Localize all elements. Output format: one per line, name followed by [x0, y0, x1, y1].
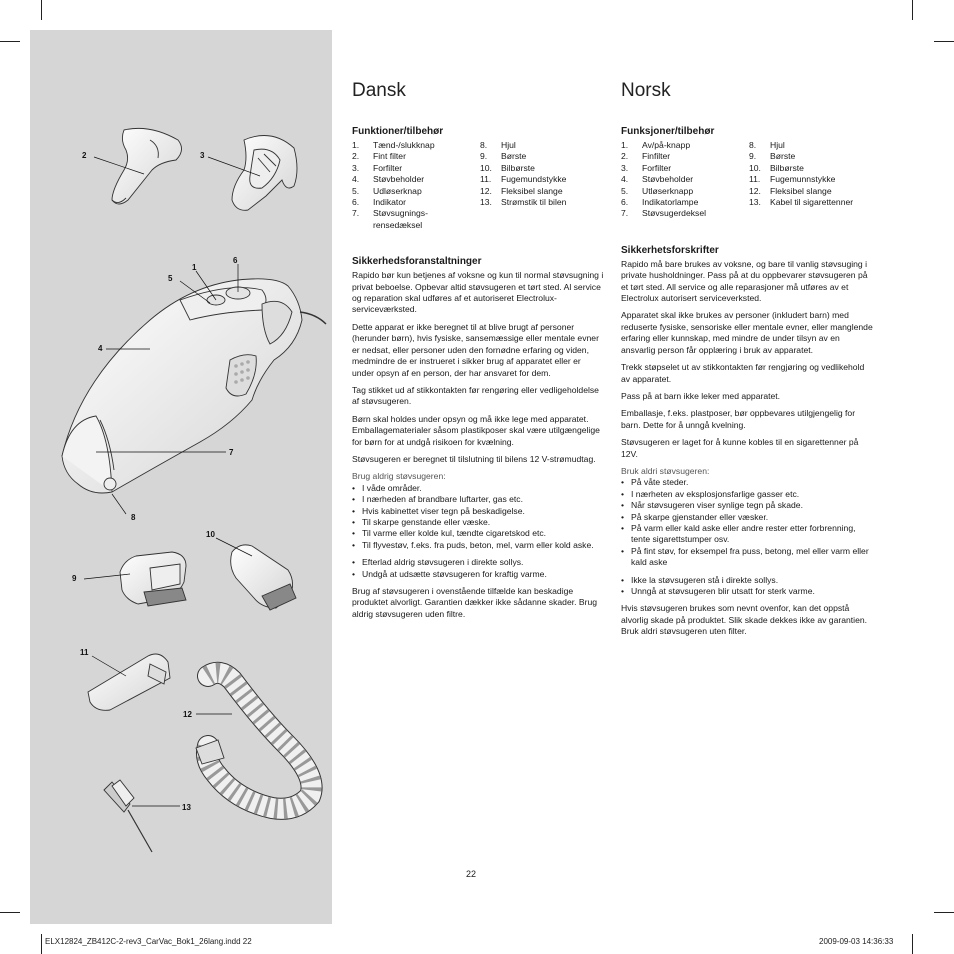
parts-item-label: Indikator — [373, 197, 406, 208]
fine-filter-drawing — [112, 128, 182, 204]
parts-item-label: Bilbørste — [501, 162, 535, 173]
parts-item-label: Udløserknap — [373, 185, 422, 196]
bullet-item: • I nærheden af brandbare luftarter, gas etc. — [352, 494, 604, 505]
parts-item-number: 6. — [621, 197, 629, 208]
callout-label: 12 — [183, 710, 192, 719]
parts-item-label: Hjul — [770, 140, 785, 150]
norsk-safety-text — [621, 259, 873, 460]
safety-paragraph: Støvsugeren er beregnet til tilslutning til bilens 12 V-strømudtag. — [352, 453, 596, 464]
parts-item-label: Hjul — [501, 140, 516, 150]
parts-item-number: 5. — [621, 185, 629, 196]
parts-list-item — [621, 151, 749, 162]
parts-item-number: 12. — [480, 185, 492, 196]
callout-label: 8 — [131, 513, 136, 522]
dansk-parts-col2 — [480, 140, 566, 231]
parts-item-label: Strømstik til bilen — [501, 197, 567, 208]
dansk-never-heading: Brug aldrig støvsugeren: — [352, 471, 446, 482]
parts-item-number: 13. — [749, 197, 761, 208]
crevice-nozzle-drawing — [88, 654, 170, 710]
parts-item-number: 4. — [621, 174, 629, 185]
parts-item-number: 9. — [749, 151, 757, 162]
parts-item-label: Indikatorlampe — [642, 197, 699, 208]
safety-paragraph: Dette apparat er ikke beregnet til at blive brugt af personer (herunder børn), hvis fysiske, sansemæssige eller mentale evner er nedsat, eller personer uden den fornødne erfaring og viden, medmindre de er instrueret i sikker brug af apparatet eller er under opsyn af en person, der har ansvaret for dem. — [352, 321, 599, 378]
parts-item-number: 9. — [480, 151, 488, 162]
parts-item-number: 4. — [352, 174, 360, 185]
car-plug-drawing — [104, 780, 152, 852]
norsk-functions-heading: Funksjoner/tilbehør — [621, 126, 715, 137]
footer-file-info: ELX12824_ZB412C-2-rev3_CarVac_Bok1_26lang.indd 22 — [45, 937, 252, 946]
callout-label: 10 — [206, 530, 215, 539]
parts-list-item — [480, 140, 566, 151]
parts-item-number: 7. — [621, 208, 629, 219]
bullet-item: • Efterlad aldrig støvsugeren i direkte sollys. — [352, 557, 604, 568]
dansk-title: Dansk — [352, 80, 406, 101]
parts-item-label: Fugemundstykke — [501, 174, 567, 185]
parts-list-item — [621, 163, 749, 174]
parts-item-number: 1. — [621, 140, 629, 150]
parts-item-label: Støvbeholder — [642, 174, 694, 185]
parts-list-item — [749, 197, 853, 208]
parts-list-item — [621, 208, 749, 219]
bullet-item: • Til varme eller kolde kul, tændte cigaretskod etc. — [352, 528, 604, 539]
parts-list-item — [749, 151, 853, 162]
footer-timestamp: 2009-09-03 14:36:33 — [819, 937, 894, 946]
brush-drawing — [120, 552, 186, 606]
parts-item-label: Børste — [770, 151, 796, 162]
parts-item-label: Fint filter — [373, 151, 406, 162]
parts-item-number: 1. — [352, 140, 360, 150]
parts-item-label: Forfilter — [642, 162, 672, 173]
parts-item-number: 8. — [749, 140, 757, 150]
parts-item-label: Forfilter — [373, 162, 403, 173]
parts-item-number: 6. — [352, 197, 360, 208]
parts-list-item — [621, 140, 749, 151]
parts-item-number: 10. — [480, 162, 492, 173]
norsk-column — [621, 80, 873, 644]
parts-list-item — [621, 186, 749, 197]
parts-list-item — [352, 174, 480, 185]
safety-paragraph: Pass på at barn ikke leker med apparatet. — [621, 390, 781, 401]
dansk-safety-text — [352, 270, 604, 465]
parts-list-item — [480, 197, 566, 208]
callout-label: 11 — [80, 648, 89, 657]
norsk-safety-heading: Sikkerhetsforskrifter — [621, 244, 719, 256]
parts-item-number: 2. — [621, 151, 629, 162]
parts-list-item — [749, 163, 853, 174]
callout-label: 5 — [168, 274, 173, 283]
dansk-parts-col1 — [352, 140, 480, 231]
dansk-closing: Brug af støvsugeren i ovenstående tilfælde kan beskadige produktet alvorligt. Garantien dækker ikke sådanne skader. Brug aldrig støvsugeren uden filtre. — [352, 586, 598, 619]
parts-item-label: Bilbørste — [770, 162, 804, 173]
dansk-extra-list — [352, 557, 604, 580]
norsk-parts-col1 — [621, 140, 749, 220]
hand-vacuum-drawing — [62, 279, 326, 493]
parts-item-label: Finfilter — [642, 151, 671, 162]
bullet-item: • Undgå at udsætte støvsugeren for kraftig varme. — [352, 569, 604, 580]
parts-item-label: Kabel til sigarettenner — [770, 197, 854, 208]
parts-item-number: 10. — [749, 162, 761, 173]
parts-list-item — [480, 174, 566, 185]
parts-list-item — [749, 174, 853, 185]
safety-paragraph: Emballasje, f.eks. plastposer, bør oppbevares utilgjengelig for barn. Dette for å unngå kvelning. — [621, 408, 856, 430]
norsk-never-heading: Bruk aldri støvsugeren: — [621, 465, 710, 476]
bullet-item: • Til skarpe genstande eller væske. — [352, 517, 604, 528]
bullet-item: • På varm eller kald aske eller andre rester etter forbrenning, tente sigarettstumper osv. — [621, 523, 873, 546]
safety-paragraph: Rapido må bare brukes av voksne, og bare til vanlig støvsuging i private husholdninger. Pass på at du oppbevarer støvsugeren på et tørt sted. All service og alle reparasjoner må utføres av et Electrolux autorisert serviceverksted. — [621, 258, 868, 304]
parts-item-number: 11. — [749, 174, 761, 185]
norsk-extra-list — [621, 575, 873, 598]
norsk-parts-list — [621, 140, 873, 220]
parts-list-item — [352, 197, 480, 208]
parts-item-label: Støvsugnings- rensedæksel — [373, 208, 428, 230]
parts-item-label: Børste — [501, 151, 527, 162]
callout-label: 1 — [192, 263, 197, 272]
parts-list-item — [749, 140, 853, 151]
parts-item-number: 8. — [480, 140, 488, 150]
parts-list-item — [352, 208, 480, 231]
pre-filter-drawing — [232, 136, 297, 211]
bullet-item: • Unngå at støvsugeren blir utsatt for sterk varme. — [621, 586, 873, 597]
bullet-item: • I våde områder. — [352, 483, 604, 494]
safety-paragraph: Børn skal holdes under opsyn og må ikke lege med apparatet. Emballagematerialer såsom plastikposer skal være utilgængelige for børn for at undgå risikoen for kvælning. — [352, 413, 600, 447]
callout-label: 3 — [200, 151, 205, 160]
callout-label: 7 — [229, 448, 234, 457]
bullet-item: • Når støvsugeren viser synlige tegn på skade. — [621, 500, 873, 511]
parts-item-label: Støvbeholder — [373, 174, 425, 185]
parts-list-item — [621, 174, 749, 185]
parts-item-number: 3. — [621, 162, 629, 173]
flexible-hose-drawing — [196, 673, 312, 809]
parts-item-number: 13. — [480, 197, 492, 208]
parts-item-number: 11. — [480, 174, 492, 185]
dansk-functions-heading: Funktioner/tilbehør — [352, 126, 444, 137]
callout-label: 9 — [72, 574, 77, 583]
parts-item-label: Fleksibel slange — [770, 185, 832, 196]
parts-item-label: Av/på-knapp — [642, 140, 691, 150]
callout-label: 6 — [233, 256, 238, 265]
parts-list-item — [480, 151, 566, 162]
safety-paragraph: Rapido bør kun betjenes af voksne og kun til normal støvsugning i privat beboelse. Opbevar altid støvsugeren et tørt sted. Al service og reparation skal udføres af et autoriseret Electrolux-serviceværksted. — [352, 270, 604, 315]
car-brush-drawing — [231, 545, 296, 610]
parts-item-number: 12. — [749, 185, 761, 196]
bullet-item: • Til flyvestøv, f.eks. fra puds, beton, mel, varm eller kold aske. — [352, 540, 604, 551]
parts-list-item — [749, 186, 853, 197]
page-number: 22 — [466, 869, 477, 879]
callout-label: 13 — [182, 803, 191, 812]
parts-item-label: Støvsugerdeksel — [642, 208, 707, 219]
callout-label: 4 — [98, 344, 103, 353]
bullet-item: • Hvis kabinettet viser tegn på beskadigelse. — [352, 506, 604, 517]
safety-paragraph: Tag stikket ud af stikkontakten før rengøring eller vedligeholdelse af støvsugeren. — [352, 384, 599, 407]
parts-list-item — [480, 163, 566, 174]
bullet-item: • På skarpe gjenstander eller væsker. — [621, 512, 873, 523]
dansk-safety-heading: Sikkerhedsforanstaltninger — [352, 256, 482, 268]
norsk-parts-col2 — [749, 140, 853, 220]
dansk-column — [352, 80, 604, 626]
parts-list-item — [480, 186, 566, 197]
callout-label: 2 — [82, 151, 87, 160]
safety-paragraph: Trekk støpselet ut av stikkontakten før rengjøring og vedlikehold av apparatet. — [621, 362, 865, 384]
bullet-item: • I nærheten av eksplosjonsfarlige gasser etc. — [621, 489, 873, 500]
parts-item-number: 2. — [352, 151, 360, 162]
norsk-closing: Hvis støvsugeren brukes som nevnt ovenfor, kan det oppstå alvorlig skade på produktet. Slik skade dekkes ikke av garantien. Bruk aldri støvsugeren uten filter. — [621, 603, 868, 637]
dansk-never-list — [352, 483, 604, 551]
parts-item-label: Utløserknapp — [642, 185, 694, 196]
parts-item-label: Tænd-/slukknap — [373, 140, 435, 150]
bullet-item: • Ikke la støvsugeren stå i direkte sollys. — [621, 575, 873, 586]
parts-item-label: Fleksibel slange — [501, 185, 563, 196]
safety-paragraph: Støvsugeren er laget for å kunne kobles til en sigarettenner på 12V. — [621, 437, 859, 459]
parts-item-number: 5. — [352, 185, 360, 196]
dansk-parts-list — [352, 140, 604, 231]
parts-item-number: 7. — [352, 208, 360, 219]
parts-list-item — [352, 140, 480, 151]
norsk-never-list — [621, 477, 873, 568]
parts-list-item — [352, 186, 480, 197]
parts-item-label: Fugemunnstykke — [770, 174, 836, 185]
bullet-item: • På våte steder. — [621, 477, 873, 488]
parts-list-item — [621, 197, 749, 208]
bullet-item: • På fint støv, for eksempel fra puss, betong, mel eller varm eller kald aske — [621, 546, 873, 569]
parts-list-item — [352, 163, 480, 174]
parts-item-number: 3. — [352, 162, 360, 173]
norsk-title: Norsk — [621, 80, 671, 101]
safety-paragraph: Apparatet skal ikke brukes av personer (inkludert barn) med reduserte fysiske, sensoriske eller mentale evner, eller manglende erfaring eller kunnskap, med mindre de under tilsyn av en ansvarlig person får opplæring i bruk av apparatet. — [621, 310, 873, 355]
parts-list-item — [352, 151, 480, 162]
